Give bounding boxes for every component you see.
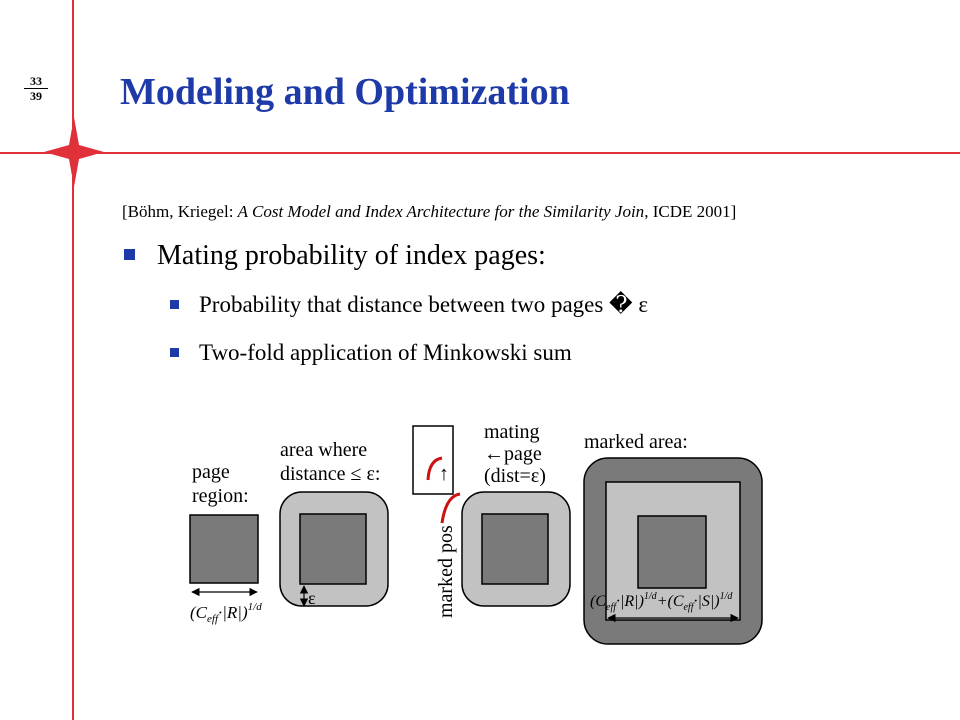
mating-arrow-icon: ↑ — [439, 463, 449, 485]
bullet-square-icon — [170, 348, 179, 357]
mating-page-square — [482, 514, 548, 584]
bullet-level1 — [124, 240, 546, 272]
horizontal-rule — [0, 152, 960, 154]
mating-label: (dist=ε) — [484, 465, 546, 487]
bullet-level1-text: Mating probability of index pages: — [157, 240, 546, 271]
page-current: 33 — [24, 74, 48, 89]
marked-area-label: marked area: — [584, 431, 688, 453]
formula-a-exp: 1/d — [643, 591, 657, 602]
bullet-square-icon — [124, 249, 135, 260]
minkowski-diagram — [180, 410, 780, 650]
mating-curve-lower — [442, 494, 460, 523]
citation-suffix: , ICDE 2001] — [644, 202, 737, 221]
formula-b-sub: eff — [683, 602, 694, 613]
page-title: Modeling and Optimization — [120, 71, 570, 113]
area-where-label: distance ≤ ε: — [280, 463, 381, 485]
page-square — [300, 514, 366, 584]
citation-prefix: [Böhm, Kriegel: — [122, 202, 238, 221]
size-exp: 1/d — [247, 601, 262, 613]
bullet-square-icon — [170, 300, 179, 309]
area-where-label: area where — [280, 439, 368, 461]
formula-a: (C — [590, 593, 606, 610]
bullet-level2 — [170, 292, 648, 318]
formula-a-sub: eff — [606, 602, 616, 613]
bullet-level2-text: Two-fold application of Minkowski sum — [199, 340, 572, 365]
vertical-rule — [72, 0, 74, 720]
page-region-size-label — [190, 601, 262, 625]
mating-label: mating — [484, 421, 540, 443]
formula-b-rest: ·|S|) — [693, 593, 720, 610]
formula-b-exp: 1/d — [719, 591, 733, 602]
page-region-square — [190, 515, 258, 583]
size-rest: ·|R|) — [218, 603, 248, 622]
marked-pos-label: marked pos — [435, 525, 457, 618]
citation — [122, 202, 736, 222]
bullet-level2 — [170, 340, 572, 366]
mating-label: ←page — [484, 443, 542, 465]
star-icon — [44, 117, 104, 187]
page-total: 39 — [30, 89, 42, 103]
formula-plus: +(C — [656, 593, 684, 610]
bullet-level2-text: Probability that distance between two pages � ε — [199, 292, 649, 317]
page-region-label: page — [192, 461, 230, 483]
citation-work: A Cost Model and Index Architecture for the Similarity Join — [237, 202, 645, 221]
size-sub: eff — [207, 613, 218, 625]
marked-page-square — [638, 516, 706, 588]
formula-a-rest: ·|R|) — [616, 593, 644, 610]
size-c: (C — [190, 603, 207, 622]
page-region-label: region: — [192, 485, 249, 507]
page-counter — [24, 74, 48, 103]
epsilon-label: ε — [308, 588, 316, 608]
